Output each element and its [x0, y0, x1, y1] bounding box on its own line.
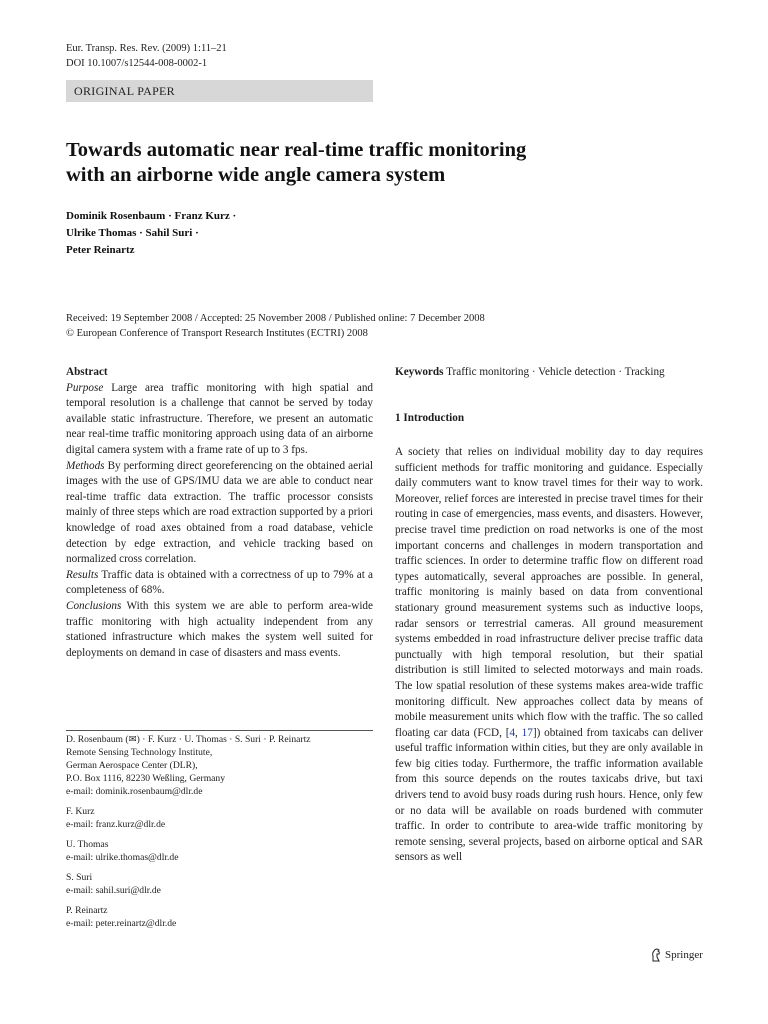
methods-text: By performing direct georeferencing on the obtained aerial images with the use of GPS/IMU data we are able to conduct near real-time traffic data extraction. The traffic processor consists mainly of three steps which are road extraction supported by a priori knowledge of road axes obtained from a road database, vehicle detection by edge extraction, and vehicle tracking based on normalized cross correlation. — [66, 459, 373, 566]
title-line-1: Towards automatic near real-time traffic monitoring — [66, 139, 527, 161]
introduction-heading: 1 Introduction — [395, 412, 465, 424]
abstract-methods — [66, 459, 373, 568]
affiliation-institute: Remote Sensing Technology Institute, — [66, 747, 213, 758]
keywords-text: Traffic monitoring · Vehicle detection · Tracking — [446, 366, 665, 378]
publication-dates — [66, 311, 706, 341]
citation-link-4[interactable]: 4 — [509, 726, 516, 739]
author-list — [66, 208, 236, 259]
publisher-logo — [650, 948, 703, 962]
affiliation-email-thomas[interactable]: e-mail: ulrike.thomas@dlr.de — [66, 852, 179, 863]
citation-separator: , — [515, 726, 522, 739]
affiliation-email-suri[interactable]: e-mail: sahil.suri@dlr.de — [66, 885, 161, 896]
publisher-name: Springer — [665, 949, 703, 961]
paper-type-banner: ORIGINAL PAPER — [66, 80, 373, 102]
intro-text-part-1: A society that relies on individual mobility day to day requires sufficient methods for traffic monitoring and guidance. Especially daily commuters want to know travel times for their way to work. Moreover, relief forces are interested in precise travel times for their routing in case of emergencies, mass events, and disasters. However, precise travel time prediction on road networks is one of the most important concerns and challenges in modern transportation and traffic sciences. In order to determine traffic flow on different road types automatically, several approaches are possible. In general, traffic monitoring is mainly based on data from conventional stationary ground measurement systems such as inductive loops, radar sensors or terrestrial cameras. All ground measurement systems embedded in road infrastructure deliver precise traffic data punctually with high temporal resolution, but their spatial distribution is still limited to selected motorways and main roads. The low spatial resolution of these systems makes area-wide traffic monitoring difficult. New approaches collect data by means of mobile measurement units which flow with the traffic. The so called floating car data (FCD, [ — [395, 446, 703, 739]
conclusions-text: With this system we are able to perform area-wide traffic monitoring with high actuality independent from any stationed infrastructure which makes the system well suited for deployments on demand in case of disasters and mass events. — [66, 599, 373, 659]
affiliation-email-reinartz[interactable]: e-mail: peter.reinartz@dlr.de — [66, 918, 177, 929]
authors-line-1: Dominik Rosenbaum · Franz Kurz · — [66, 210, 237, 222]
affiliation-main — [66, 733, 373, 798]
affiliation-names: D. Rosenbaum (✉) · F. Kurz · U. Thomas · S. Suri · P. Reinartz — [66, 734, 311, 745]
paper-title — [66, 138, 626, 188]
keywords-heading: Keywords — [395, 366, 444, 378]
abstract-results — [66, 568, 373, 599]
abstract-section — [66, 365, 373, 661]
purpose-text: Large area traffic monitoring with high spatial and temporal resolution is a challenge that cannot be served by today available static infrastructure. Therefore, we present an automatic near real-time traffic monitoring approach using data of an airborne digital camera system with a frame rate of up to 3 fps. — [66, 381, 374, 456]
methods-label: Methods — [66, 459, 105, 472]
footnote-divider — [66, 730, 373, 731]
keywords — [395, 365, 703, 381]
affiliation-name-kurz: F. Kurz — [66, 806, 95, 817]
affiliation-center: German Aerospace Center (DLR), — [66, 760, 198, 771]
intro-text-part-2: ]) obtained from taxicabs can deliver useful traffic information within cities, but they are only available in few big cities today. Furthermore, the traffic information available from this source depends on the routes taxicabs drive, but taxi drivers tend to avoid busy roads during rush hours. Hence, only few or no data will be available on roads burdened with commuter traffic. In order to contribute to area-wide traffic monitoring by remote sensing, several projects, based on airborne optical and SAR sensors as well — [395, 726, 703, 864]
conclusions-label: Conclusions — [66, 599, 122, 612]
received-accepted-published: Received: 19 September 2008 / Accepted: 25 November 2008 / Published online: 7 December 2008 — [66, 313, 485, 324]
authors-line-3: Peter Reinartz — [66, 244, 135, 256]
citation-link-17[interactable]: 17 — [521, 726, 533, 739]
affiliation-email-rosenbaum[interactable]: e-mail: dominik.rosenbaum@dlr.de — [66, 786, 203, 797]
journal-header — [66, 41, 227, 71]
springer-horse-icon — [650, 948, 662, 962]
affiliation-thomas — [66, 838, 373, 864]
doi: DOI 10.1007/s12544-008-0002-1 — [66, 58, 208, 69]
authors-line-2: Ulrike Thomas · Sahil Suri · — [66, 227, 199, 239]
affiliation-name-suri: S. Suri — [66, 872, 93, 883]
title-line-2: with an airborne wide angle camera system — [66, 164, 446, 186]
abstract-heading: Abstract — [66, 366, 108, 378]
purpose-label: Purpose — [66, 381, 104, 394]
introduction-body — [395, 445, 703, 866]
affiliation-suri — [66, 871, 373, 897]
copyright-line: © European Conference of Transport Research Institutes (ECTRI) 2008 — [66, 328, 368, 339]
journal-citation: Eur. Transp. Res. Rev. (2009) 1:11–21 — [66, 43, 227, 54]
affiliation-reinartz — [66, 904, 373, 930]
affiliation-kurz — [66, 805, 373, 831]
affiliation-name-reinartz: P. Reinartz — [66, 905, 108, 916]
affiliations — [66, 733, 373, 937]
affiliation-email-kurz[interactable]: e-mail: franz.kurz@dlr.de — [66, 819, 166, 830]
affiliation-name-thomas: U. Thomas — [66, 839, 109, 850]
results-label: Results — [66, 568, 99, 581]
abstract-purpose — [66, 381, 373, 459]
affiliation-address: P.O. Box 1116, 82230 Weßling, Germany — [66, 773, 226, 784]
abstract-conclusions — [66, 599, 373, 661]
results-text: Traffic data is obtained with a correctness of up to 79% at a completeness of 68%. — [66, 568, 373, 597]
